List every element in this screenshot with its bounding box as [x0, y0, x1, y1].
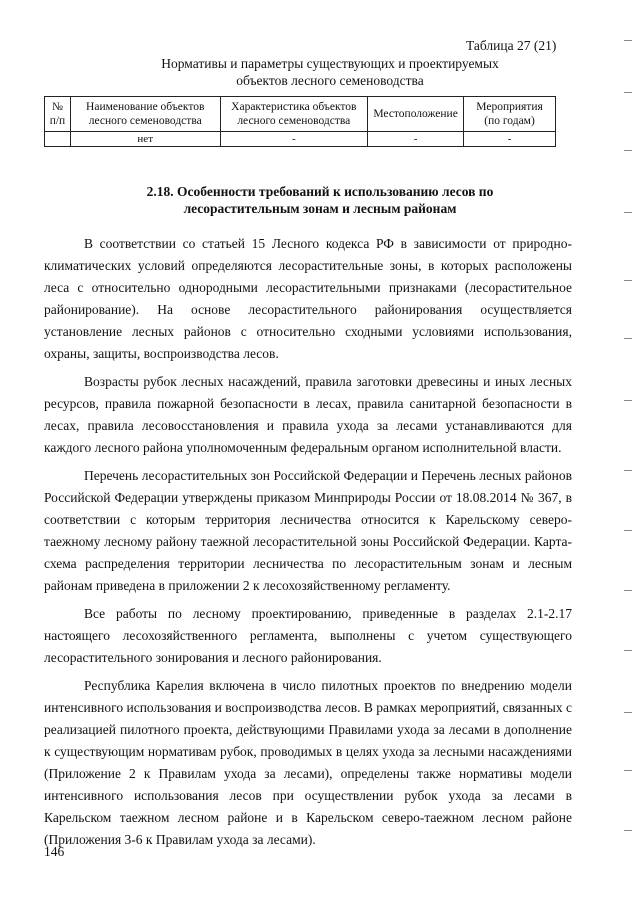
table-header-row	[45, 97, 556, 132]
column-header-number: № п/п	[45, 97, 71, 132]
paragraph: Республика Карелия включена в число пилотных проектов по внедрению модели интенсивного использования и воспроизводства лесов. В рамках мероприятий, связанных с реализацией пилотного проекта, действующими Правилами ухода за лесами в дополнение к существующим нормативам рубок, проводимых в целях ухода за лесными насаждениями (Приложение 2 к Правилам ухода за лесами), определены также нормативы модели интенсивного использования лесов при осуществлении рубок ухода за лесами в Карельском таежном лесном районе и в Карельском северо-таежном лесном районе (Приложения 3-6 к Правилам ухода за лесами).	[44, 678, 572, 847]
section-heading-line: 2.18. Особенности требований к использованию лесов по	[146, 184, 494, 199]
column-header-name: Наименование объектов лесного семеноводства	[70, 97, 220, 132]
column-header-location: Местоположение	[368, 97, 464, 132]
seed-objects-table	[44, 96, 556, 147]
paragraph: Перечень лесорастительных зон Российской Федерации и Перечень лесных районов Российской Федерации утверждены приказом Минприроды России от 18.08.2014 № 367, в соответствии с которым территория лесничества относится к Карельскому северо-таежному лесному району таежной лесорастительной зоны Российской Федерации. Карта-схема распределения территории лесничества по лесорастительным зонам и лесным районам приведена в приложении 2 к лесохозяйственному регламенту.	[44, 468, 572, 593]
column-header-measures: Мероприятия (по годам)	[464, 97, 556, 132]
table-cell: -	[464, 132, 556, 147]
section-heading-line: лесорастительным зонам и лесным районам	[183, 201, 457, 216]
column-header-characteristics: Характеристика объектов лесного семеноводства	[220, 97, 368, 132]
table-label: Таблица 27 (21)	[466, 38, 557, 53]
table-title	[120, 55, 540, 89]
paragraph: Все работы по лесному проектированию, приведенные в разделах 2.1-2.17 настоящего лесохозяйственного регламента, выполнены с учетом существующего лесорастительного зонирования и лесного районирования.	[44, 606, 572, 665]
section-heading	[110, 183, 530, 217]
paragraph: Возрасты рубок лесных насаждений, правила заготовки древесины и иных лесных ресурсов, правила пожарной безопасности в лесах, правила санитарной безопасности в лесах, правила лесовосстановления и правила ухода за лесами устанавливаются для каждого лесного района уполномоченным федеральным органом исполнительной власти.	[44, 374, 572, 455]
table-title-line: Нормативы и параметры существующих и проектируемых	[161, 56, 499, 71]
page-number: 146	[44, 844, 65, 859]
table-row	[45, 132, 556, 147]
paragraph: В соответствии со статьей 15 Лесного кодекса РФ в зависимости от природно-климатических условий определяются лесорастительные зоны, в которых расположены леса с относительно однородными лесорастительными признаками (лесорастительное районирование). На основе лесорастительного районирования осуществляется установление лесных районов с относительно сходными условиями использования, охраны, защиты, воспроизводства лесов.	[44, 236, 572, 361]
table-title-line: объектов лесного семеноводства	[236, 73, 424, 88]
table-cell	[45, 132, 71, 147]
scan-edge-marks	[622, 0, 636, 905]
table-cell: -	[220, 132, 368, 147]
table-cell: нет	[70, 132, 220, 147]
table-cell: -	[368, 132, 464, 147]
body-text	[44, 233, 572, 857]
